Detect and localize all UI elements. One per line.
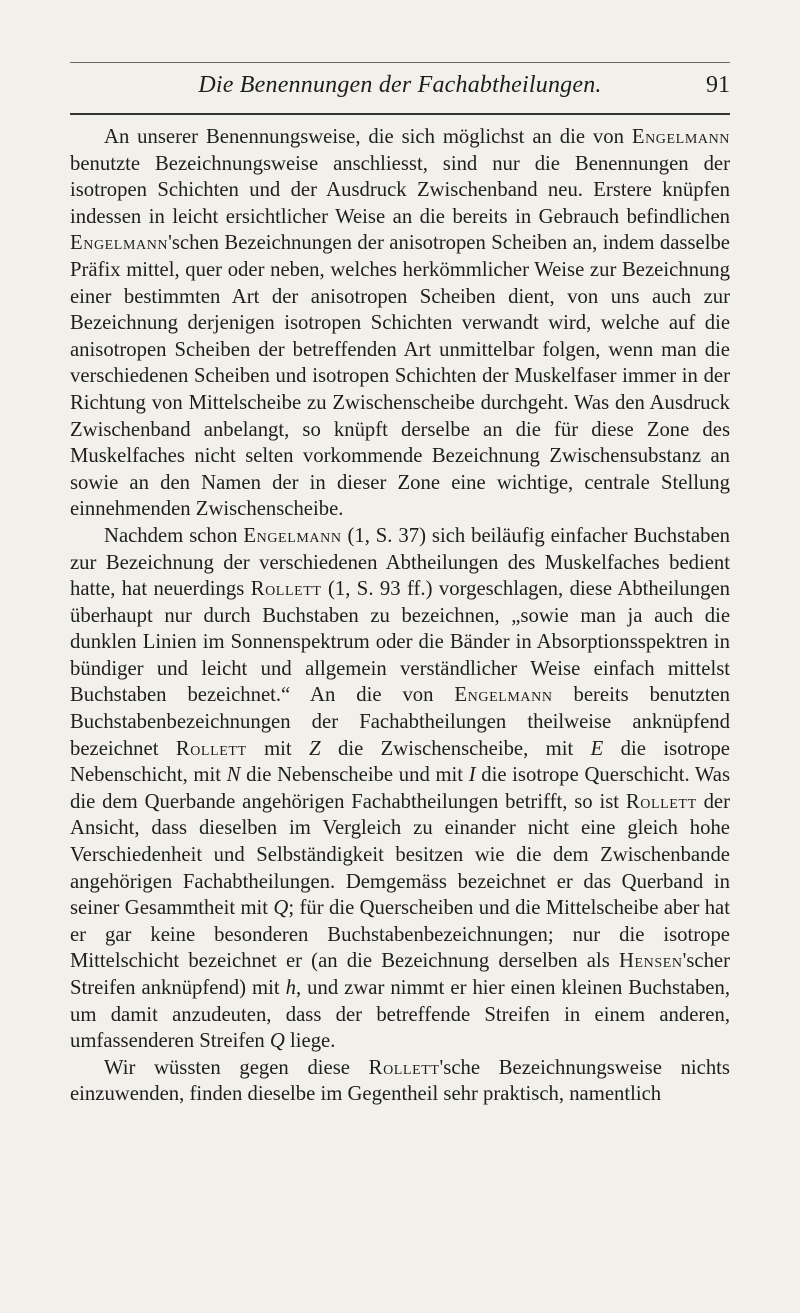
text-run: 'scher Streifen anknüpfend) mit [70,950,730,999]
author-name: Engelmann [70,232,169,255]
symbol-letter: E [590,737,604,760]
running-title: Die Benennungen der Fachabtheilungen. [198,72,602,98]
symbol-letter: Q [269,1030,285,1053]
symbol-letter: Z [309,737,321,760]
author-name: Engelmann [454,684,553,707]
text-run: Wir wüssten gegen diese [104,1056,369,1079]
text-run: (1, S. 93 ff.) vorgeschlagen, diese Abtheilungen überhaupt nur durch Buchstaben zu bezeichnen, „sowie man ja auch die dunklen Linien im Sonnenspektrum oder die Bänder in Absorptionsspektren in bündiger und leicht und allgemein verständlicher Weise einfach mittelst Buchstaben bezeichnet.“ An die von [70,578,730,707]
header-bottom-rule [70,113,730,115]
text-run: 'schen Bezeichnungen der anisotropen Scheiben an, indem dasselbe Präfix mittel, quer oder neben, welches herkömmlicher Weise zur Bezeichnung einer bestimmten Art der anisotropen Scheiben dient, von uns auch zur Bezeichnung derjenigen isotropen Schichten verwandt wird, welche auf die anisotropen Scheiben der betreffenden Art unmittelbar folgen, wenn man die verschiedenen Scheiben und isotropen Schichten der Muskelfaser immer in der Richtung von Mittelscheibe zu Zwischenscheibe durchgeht. Was den Ausdruck Zwischenband anbelangt, so knüpft derselbe an die für diese Zone des Muskelfaches nicht selten vorkommende Bezeichnung Zwischensubstanz an sowie an den Namen der in dieser Zone eine wichtige, centrale Stellung einnehmenden Zwischenscheibe. [70,232,730,521]
paragraph-1 [70,124,730,523]
body-text [70,124,730,1108]
text-run: der Ansicht, dass dieselben im Vergleich zu einander nicht eine gleich hohe Verschiedenheit und Selbständigkeit besitzen wie die dem Zwischenbande angehörigen Fachabtheilungen. Demgemäss bezeichnet er das Querband in seiner Gesammtheit mit [70,790,730,920]
text-run: , und zwar nimmt er hier einen kleinen Buchstaben, um damit anzudeuten, dass der betreffende Streifen in einem anderen, umfassenderen Streifen [70,977,730,1053]
author-name: Rollett [175,737,247,760]
text-run: die Nebenscheibe und mit [240,764,469,787]
author-name: Rollett [250,578,322,601]
symbol-letter: Q [273,897,289,920]
text-run: 'sche Bezeichnungsweise nichts einzuwenden, finden dieselbe im Gegentheil sehr praktisch, namentlich [70,1056,730,1106]
paragraph-2 [70,523,730,1055]
author-name: Rollett [368,1056,440,1079]
author-name: Rollett [625,790,697,813]
text-run: (1, S. 37) sich beiläufig einfacher Buchstaben zur Bezeichnung der verschiedenen Abtheilungen des Muskelfaches bedient hatte, hat neuerdings [70,524,730,601]
text-run: bereits benutzten Buchstabenbezeichnungen der Fachabtheilungen theilweise anknüpfend bezeichnet [70,684,730,760]
author-name: Engelmann [631,126,730,148]
text-run: die isotrope Querschicht. Was die dem Querbande angehörigen Fachabtheilungen betrifft, so ist [70,764,730,813]
header-top-rule [70,62,730,63]
text-run: benutzte Bezeichnungsweise anschliesst, sind nur die Benennungen der isotropen Schichten und der Ausdruck Zwischenband neu. Erstere knüpfen indessen in leicht ersichtlicher Weise an die bereits in Gebrauch befindlichen [70,152,730,228]
text-run: An unserer Benennungsweise, die sich möglichst an die von [104,126,632,148]
symbol-letter: N [226,764,241,787]
symbol-letter: I [468,764,476,787]
author-name: Hensen [618,950,683,973]
symbol-letter: h [285,977,296,999]
text-run: Nachdem schon [104,524,244,547]
text-run: die isotrope Nebenschicht, mit [70,737,730,787]
text-run: liege. [284,1030,336,1053]
author-name: Engelmann [243,524,342,547]
page-header [70,72,730,108]
paragraph-3 [70,1055,730,1108]
page-number: 91 [706,72,730,98]
text-run: die Zwischenscheibe, mit [320,737,591,760]
text-run: mit [246,737,310,760]
text-run: ; für die Querscheiben und die Mittelscheibe aber hat er gar keine besonderen Buchstabenbezeichnungen; nur die isotrope Mittelschicht bezeichnet er (an die Bezeichnung derselben als [70,897,730,973]
